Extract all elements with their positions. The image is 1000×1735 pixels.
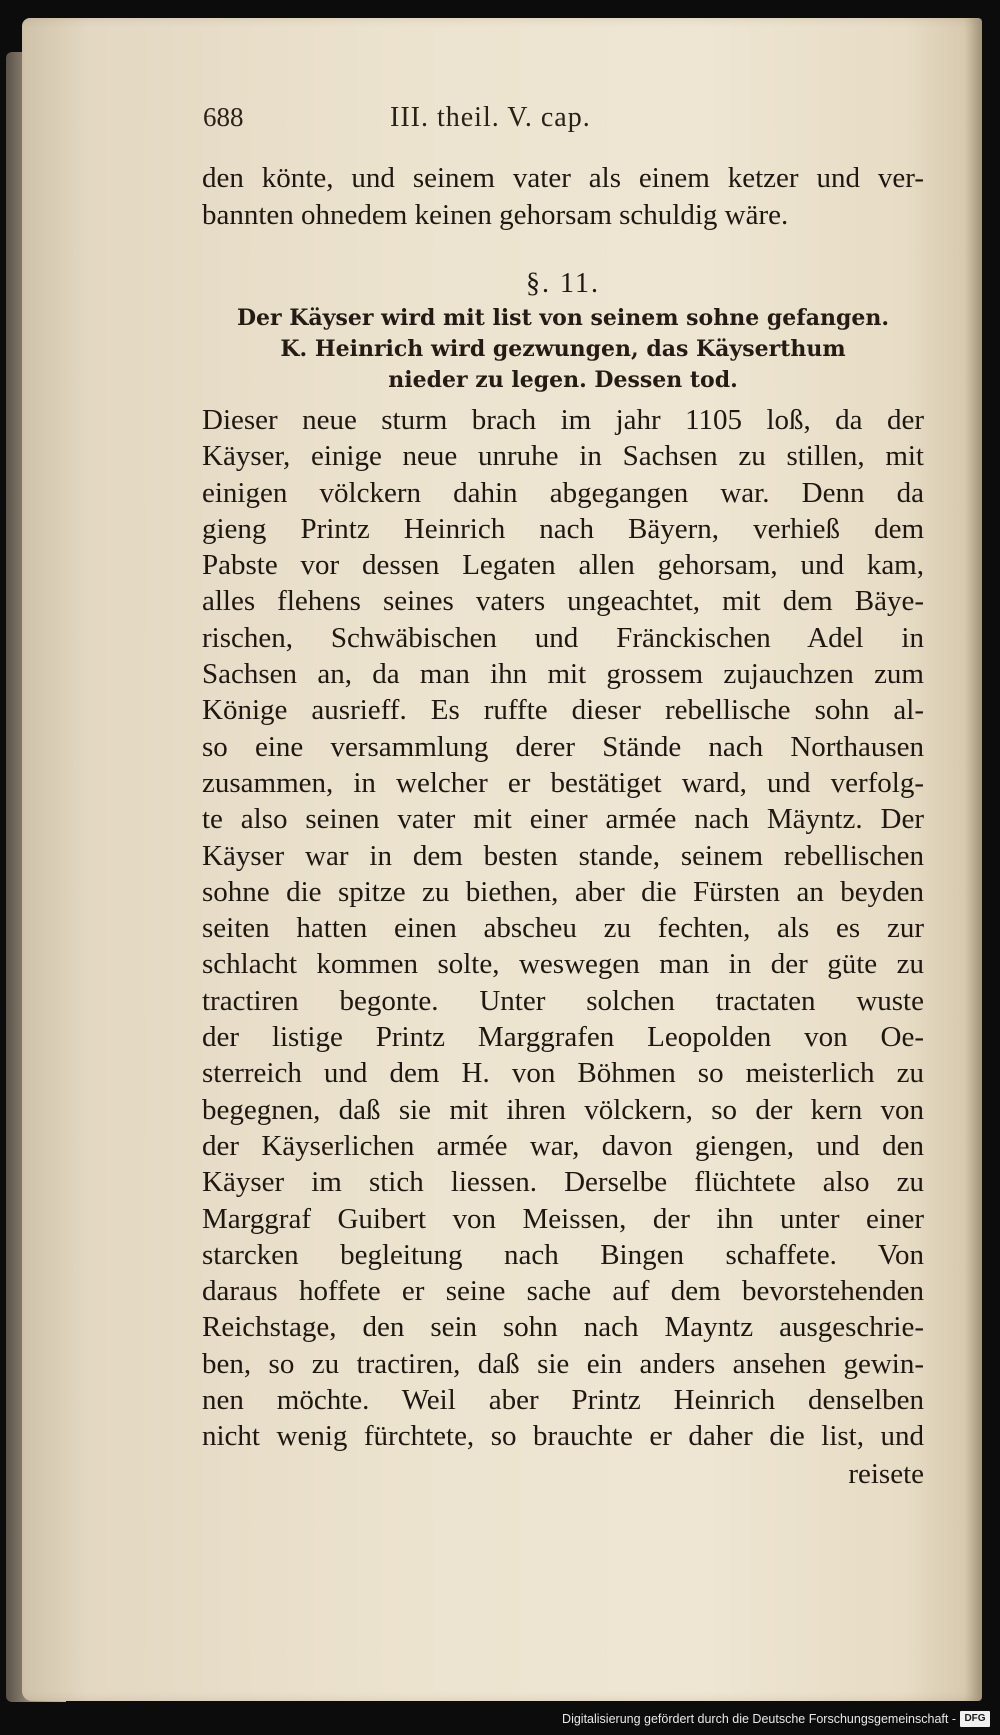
catchword: reisete bbox=[848, 1457, 924, 1490]
body-line: daraus hoffete er seine sache auf dem bevorstehenden bbox=[202, 1275, 924, 1308]
body-line: Könige ausrieff. Es ruffte dieser rebellische sohn al- bbox=[202, 694, 924, 727]
body-line: der Käyserlichen armée war, davon giengen, und den bbox=[202, 1129, 924, 1162]
body-line: zusammen, in welcher er bestätiget ward, und verfolg- bbox=[202, 766, 924, 799]
body-line: Käyser im stich liessen. Derselbe flüchtete also zu bbox=[202, 1166, 924, 1199]
body-line: Käyser war in dem besten stande, seinem rebellischen bbox=[202, 839, 924, 872]
body-line: Reichstage, den sein sohn nach Mayntz ausgeschrie- bbox=[202, 1311, 924, 1344]
summary-line: Der Käyser wird mit list von seinem sohne gefangen. bbox=[236, 305, 890, 331]
body-line: einigen völckern dahin abgegangen war. Denn da bbox=[202, 476, 924, 509]
body-line: gieng Printz Heinrich nach Bäyern, verhieß dem bbox=[202, 512, 924, 545]
body-line: rischen, Schwäbischen und Fränckischen Adel in bbox=[202, 621, 924, 654]
section-number: §. 11. bbox=[526, 268, 600, 299]
body-line: so eine versammlung derer Stände nach Northausen bbox=[202, 730, 924, 763]
body-line: der listige Printz Marggrafen Leopolden von Oe- bbox=[202, 1021, 924, 1054]
dfg-logo: DFG bbox=[960, 1711, 990, 1727]
page-gutter-shadow bbox=[964, 18, 982, 1701]
summary-line: nieder zu legen. Dessen tod. bbox=[388, 367, 738, 393]
text-line: bannten ohnedem keinen gehorsam schuldig wäre. bbox=[202, 199, 789, 231]
body-line: nicht wenig fürchtete, so brauchte er daher die list, und bbox=[202, 1420, 924, 1453]
body-line: te also seinen vater mit einer armée nach Mäyntz. Der bbox=[202, 803, 924, 836]
body-line: schlacht kommen solte, weswegen man in der güte zu bbox=[202, 948, 924, 981]
body-line: starcken begleitung nach Bingen schaffete. Von bbox=[202, 1238, 924, 1271]
body-line: sohne die spitze zu biethen, aber die Fürsten an beyden bbox=[202, 875, 924, 908]
body-line: Dieser neue sturm brach im jahr 1105 loß, da der bbox=[202, 404, 924, 436]
summary-line: K. Heinrich wird gezwungen, das Käyserthum bbox=[280, 336, 846, 362]
section-summary bbox=[202, 303, 924, 396]
body-line: begegnen, daß sie mit ihren völckern, so der kern von bbox=[202, 1093, 924, 1126]
body-line: Pabste vor dessen Legaten allen gehorsam, und kam, bbox=[202, 549, 924, 582]
body-line: Marggraf Guibert von Meissen, der ihn unter einer bbox=[202, 1202, 924, 1235]
running-head bbox=[175, 102, 915, 142]
page-number: 688 bbox=[203, 102, 244, 132]
body-line: ben, so zu tractiren, daß sie ein anders ansehen gewin- bbox=[202, 1347, 924, 1380]
text-block bbox=[202, 160, 924, 1493]
body-line: sterreich und dem H. von Böhmen so meisterlich zu bbox=[202, 1057, 924, 1090]
body-text bbox=[202, 402, 924, 1493]
body-line: seiten hatten einen abscheu zu fechten, als es zur bbox=[202, 912, 924, 945]
body-line: Sachsen an, da man ihn mit grossem zujauchzen zum bbox=[202, 658, 924, 691]
running-head-title: III. theil. V. cap. bbox=[390, 102, 591, 133]
body-line: nen möchte. Weil aber Printz Heinrich denselben bbox=[202, 1384, 924, 1417]
body-line: tractiren begonte. Unter solchen tractaten wuste bbox=[202, 984, 924, 1017]
funding-credit: Digitalisierung gefördert durch die Deutsche Forschungsgemeinschaft - bbox=[562, 1712, 956, 1726]
text-line: den könte, und seinem vater als einem ketzer und ver- bbox=[202, 162, 924, 194]
body-line: alles flehens seines vaters ungeachtet, mit dem Bäye- bbox=[202, 585, 924, 618]
digitization-footer bbox=[0, 1703, 1000, 1735]
body-line: Käyser, einige neue unruhe in Sachsen zu stillen, mit bbox=[202, 440, 924, 473]
